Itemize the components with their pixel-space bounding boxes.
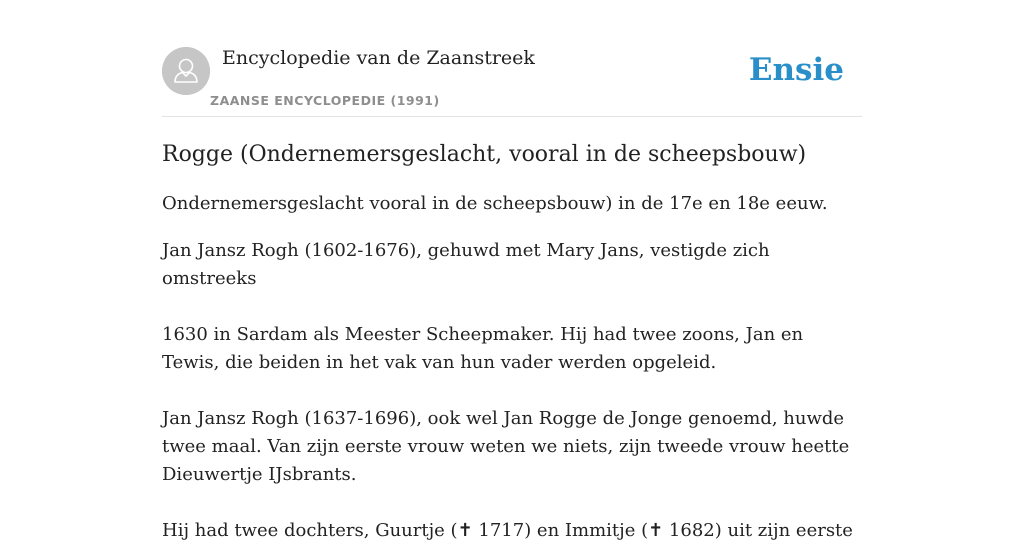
source-title[interactable]: Encyclopedie van de Zaanstreek <box>222 47 535 69</box>
article-lead: Ondernemersgeslacht vooral in de scheepsbouw) in de 17e en 18e eeuw. <box>162 193 828 214</box>
article-paragraph: Hij had twee dochters, Guurtje (✝ 1717) en Immitje (✝ 1682) uit zijn eerste <box>162 520 853 541</box>
brand-logo[interactable]: Ensie <box>748 52 844 88</box>
source-subtitle: ZAANSE ENCYCLOPEDIE (1991) <box>210 93 440 108</box>
article-paragraph: Jan Jansz Rogh (1602-1676), gehuwd met Mary Jans, vestigde zich omstreeks <box>162 240 770 289</box>
article-content <box>162 140 862 545</box>
article-title: Rogge (Ondernemersgeslacht, vooral in de scheepsbouw) <box>162 142 807 167</box>
user-icon[interactable] <box>162 47 210 95</box>
article-paragraph: 1630 in Sardam als Meester Scheepmaker. Hij had twee zoons, Jan en Tewis, die beiden in het vak van hun vader werden opgeleid. <box>162 324 804 373</box>
user-icon-graphic <box>162 47 210 95</box>
source-header <box>162 46 862 117</box>
article-paragraph: Jan Jansz Rogh (1637-1696), ook wel Jan Rogge de Jonge genoemd, huwde twee maal. Van zijn eerste vrouw weten we niets, zijn tweede vrouw heette Dieuwertje IJsbrants. <box>162 408 850 485</box>
